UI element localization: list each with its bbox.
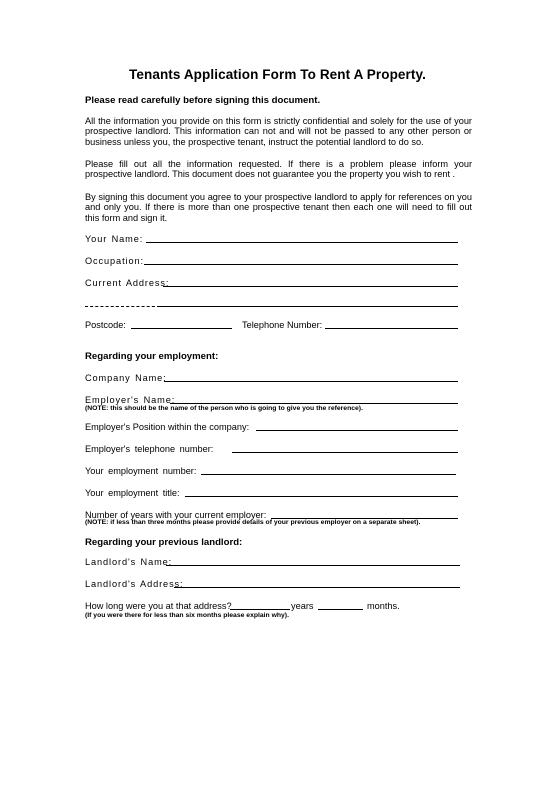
your-name-field[interactable] [146, 242, 458, 243]
landlords-address-field[interactable] [174, 587, 460, 588]
employers-name-note: (NOTE: this should be the name of the person who is going to give you the reference). [85, 405, 363, 412]
company-name-label: Company Name: [85, 373, 167, 383]
employers-position-field[interactable] [256, 430, 458, 431]
years-current-employer-label: Number of years with your current employer: [85, 510, 267, 520]
your-name-label: Your Name: [85, 234, 144, 244]
employment-section-heading: Regarding your employment: [85, 351, 219, 362]
landlords-name-field[interactable] [166, 565, 460, 566]
landlord-section-heading: Regarding your previous landlord: [85, 537, 243, 548]
current-address-label: Current Address: [85, 278, 170, 288]
telephone-field[interactable] [325, 328, 458, 329]
confidentiality-paragraph: All the information you provide on this form is strictly confidential and solely for the use of your prospective landlord. This information can not and will not be passed to any other person or business unless you, the prospective tenant, instruct the potential landlord to do so. [85, 116, 472, 147]
how-long-note: (If you were there for less than six months please explain why). [85, 612, 289, 619]
years-at-address-field[interactable] [230, 609, 290, 610]
months-word: months. [367, 601, 400, 611]
employers-telephone-field[interactable] [232, 452, 458, 453]
employment-number-field[interactable] [201, 474, 456, 475]
employers-name-label: Employer's Name: [85, 395, 176, 405]
months-at-address-field[interactable] [318, 609, 363, 610]
employment-number-label: Your employment number: [85, 466, 197, 476]
how-long-label: How long were you at that address? [85, 601, 232, 611]
years-word: years [291, 601, 314, 611]
company-name-field[interactable] [164, 381, 458, 382]
postcode-field[interactable] [131, 328, 232, 329]
employment-title-label: Your employment title: [85, 488, 180, 498]
signing-agreement-paragraph: By signing this document you agree to your prospective landlord to apply for references on you and only you. If there is more than one prospective tenant then each one will need to fill out this form and sign it. [85, 192, 472, 223]
form-title: Tenants Application Form To Rent A Property. [129, 67, 426, 82]
landlords-name-label: Landlord's Name: [85, 557, 173, 567]
fill-out-paragraph: Please fill out all the information requested. If there is a problem please inform your prospective landlord. This document does not guarantee you the property you wish to rent . [85, 159, 472, 180]
employers-position-label: Employer's Position within the company: [85, 422, 250, 432]
read-carefully-notice: Please read carefully before signing this document. [85, 95, 321, 106]
address-line-2-field[interactable] [160, 306, 458, 307]
occupation-label: Occupation: [85, 256, 144, 266]
postcode-label: Postcode: [85, 320, 126, 330]
years-current-employer-note: (NOTE: if less than three months please provide details of your previous employer on a separate sheet). [85, 519, 421, 526]
landlords-address-label: Landlord's Address: [85, 579, 184, 589]
employers-name-field[interactable] [170, 403, 458, 404]
current-address-field[interactable] [163, 286, 458, 287]
employers-telephone-label: Employer's telephone number: [85, 444, 214, 454]
occupation-field[interactable] [144, 264, 458, 265]
telephone-label: Telephone Number: [242, 320, 323, 330]
employment-title-field[interactable] [185, 496, 458, 497]
address-line-2-dashed[interactable] [85, 306, 160, 307]
